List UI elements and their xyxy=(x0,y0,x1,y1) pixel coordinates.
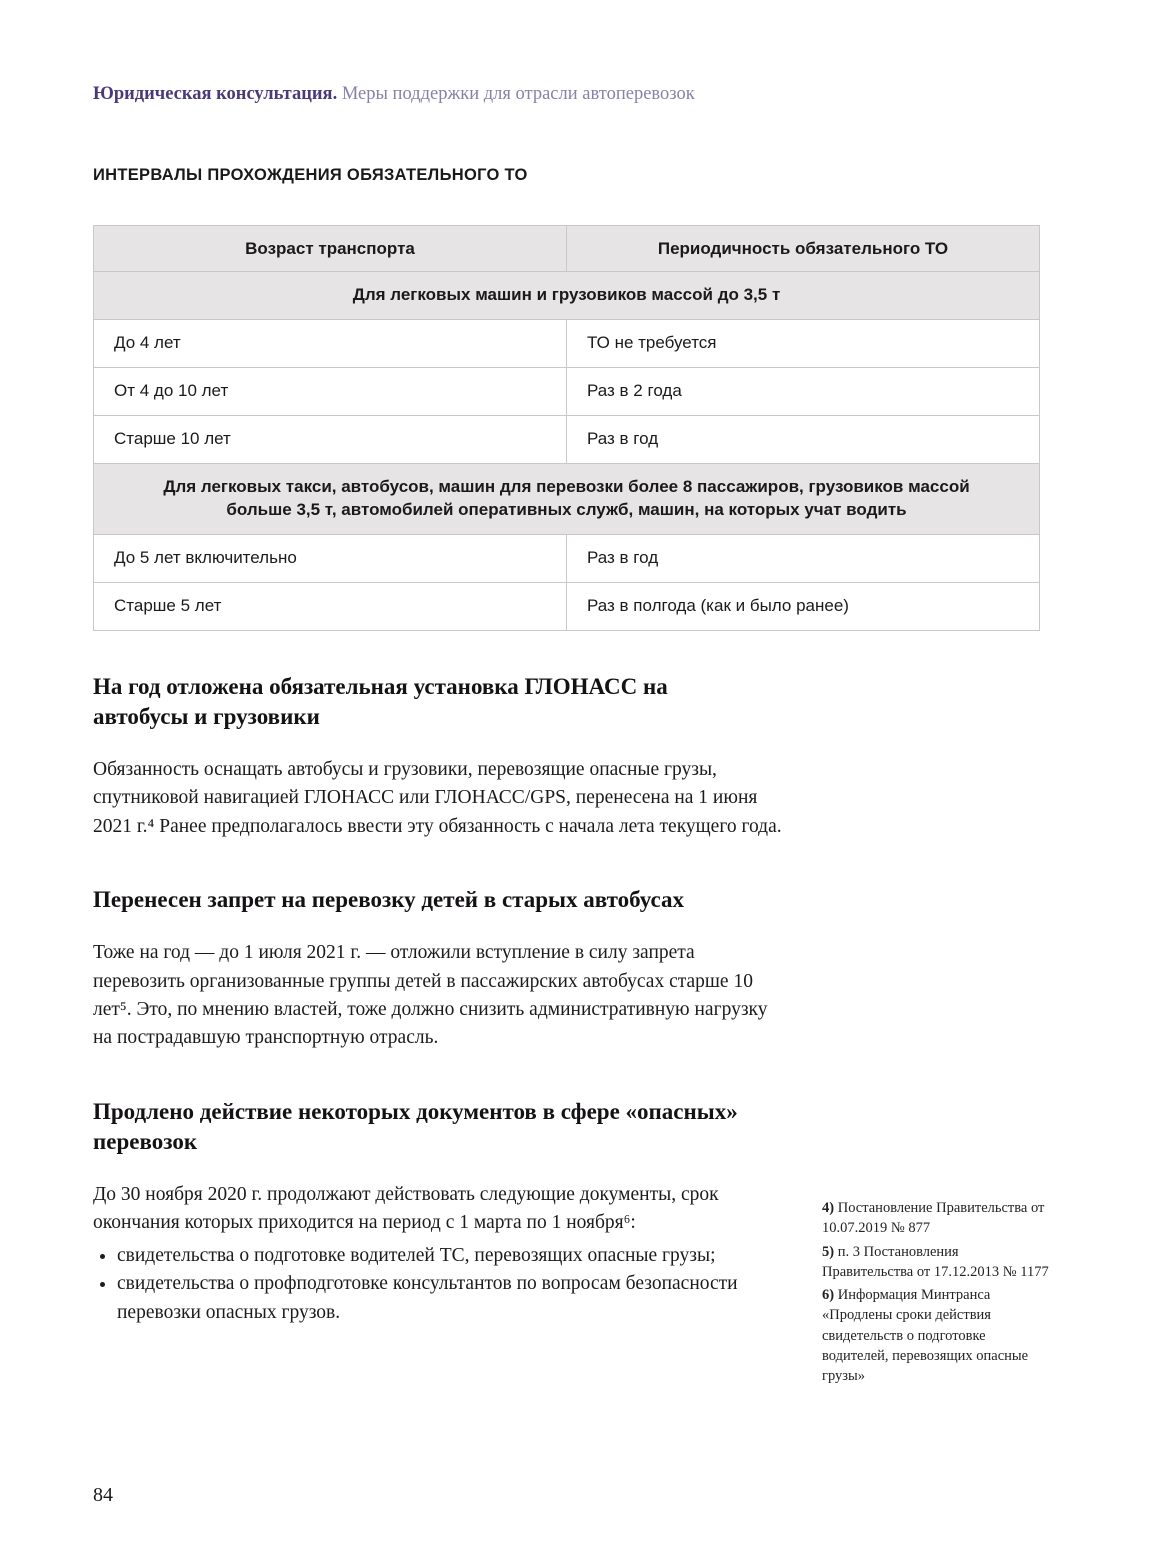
page-number: 84 xyxy=(93,1484,113,1506)
table-section-title: ИНТЕРВАЛЫ ПРОХОЖДЕНИЯ ОБЯЗАТЕЛЬНОГО ТО xyxy=(93,166,528,184)
main-content xyxy=(93,672,783,1327)
footnote xyxy=(822,1242,1050,1283)
table-header-row xyxy=(94,226,1040,272)
table-cell: До 4 лет xyxy=(94,319,567,367)
table-row xyxy=(94,582,1040,630)
group-subtitle: Для легковых такси, автобусов, машин для перевозки более 8 пассажиров, грузовиков массой больше 3,5 т, автомобилей оперативных служб, машин, на которых учат водить xyxy=(94,463,1040,534)
table-cell: Раз в год xyxy=(567,415,1040,463)
table-cell: Старше 10 лет xyxy=(94,415,567,463)
footnotes-sidebar xyxy=(822,1198,1050,1390)
table-cell: Старше 5 лет xyxy=(94,582,567,630)
section-heading-dangerous-cargo: Продлено действие некоторых документов в сфере «опасных» перевозок xyxy=(93,1098,738,1154)
table-row xyxy=(94,415,1040,463)
table-row xyxy=(94,534,1040,582)
section-paragraph: Тоже на год — до 1 июля 2021 г. — отложили вступление в силу запрета перевозить организованные группы детей в пассажирских автобусах старше 10 лет⁵. Это, по мнению властей, тоже должно снизить административную нагрузку на пострадавшую транспортную отрасль. xyxy=(93,942,768,1049)
footnote-text: Информация Минтранса «Продлены сроки действия свидетельств о подготовке водителей, перевозящих опасные грузы» xyxy=(822,1287,1029,1385)
footnote-number: 4) xyxy=(822,1200,835,1216)
table-cell: От 4 до 10 лет xyxy=(94,367,567,415)
footnote-text: Постановление Правительства от 10.07.2019 № 877 xyxy=(822,1200,1045,1237)
inspection-intervals-table xyxy=(93,225,1040,631)
footnote-text: п. 3 Постановления Правительства от 17.12.2013 № 1177 xyxy=(822,1243,1049,1280)
table-row xyxy=(94,319,1040,367)
table-cell: Раз в год xyxy=(567,534,1040,582)
footnote xyxy=(822,1198,1050,1239)
bullet-list xyxy=(97,1242,783,1327)
column-header-age: Возраст транспорта xyxy=(94,226,567,272)
footnote xyxy=(822,1285,1050,1386)
bullet-item: • свидетельства о профподготовке консультантов по вопросам безопасности перевозки опасных грузов. xyxy=(117,1270,783,1327)
footnote-number: 5) xyxy=(822,1243,835,1260)
table-group-row xyxy=(94,272,1040,320)
running-header-title: Юридическая консультация. xyxy=(93,84,338,104)
table-cell: До 5 лет включительно xyxy=(94,534,567,582)
running-header-subtitle: Меры поддержки для отрасли автоперевозок xyxy=(337,84,695,104)
column-header-periodicity: Периодичность обязательного ТО xyxy=(567,226,1040,272)
section-paragraph: До 30 ноября 2020 г. продолжают действовать следующие документы, срок окончания которых приходится на период с 1 марта по 1 ноября⁶: xyxy=(93,1183,719,1234)
section-heading-children-transport: Перенесен запрет на перевозку детей в старых автобусах xyxy=(93,887,684,913)
bullet-item: • свидетельства о подготовке водителей ТС, перевозящих опасные грузы; xyxy=(117,1242,783,1270)
running-header xyxy=(93,84,695,105)
footnote-number: 6) xyxy=(822,1287,835,1304)
table-row xyxy=(94,367,1040,415)
table-cell: ТО не требуется xyxy=(567,319,1040,367)
group-subtitle: Для легковых машин и грузовиков массой до 3,5 т xyxy=(94,272,1040,320)
section-paragraph: Обязанность оснащать автобусы и грузовики, перевозящие опасные грузы, спутниковой навигацией ГЛОНАСС или ГЛОНАСС/GPS, перенесена на 1 июня 2021 г.⁴ Ранее предполагалось ввести эту обязанность с начала лета текущего года. xyxy=(93,758,782,837)
table-group-row xyxy=(94,463,1040,534)
table-cell: Раз в полгода (как и было ранее) xyxy=(567,582,1040,630)
section-heading-glonass: На год отложена обязательная установка ГЛОНАСС на автобусы и грузовики xyxy=(93,674,668,729)
table-cell: Раз в 2 года xyxy=(567,367,1040,415)
